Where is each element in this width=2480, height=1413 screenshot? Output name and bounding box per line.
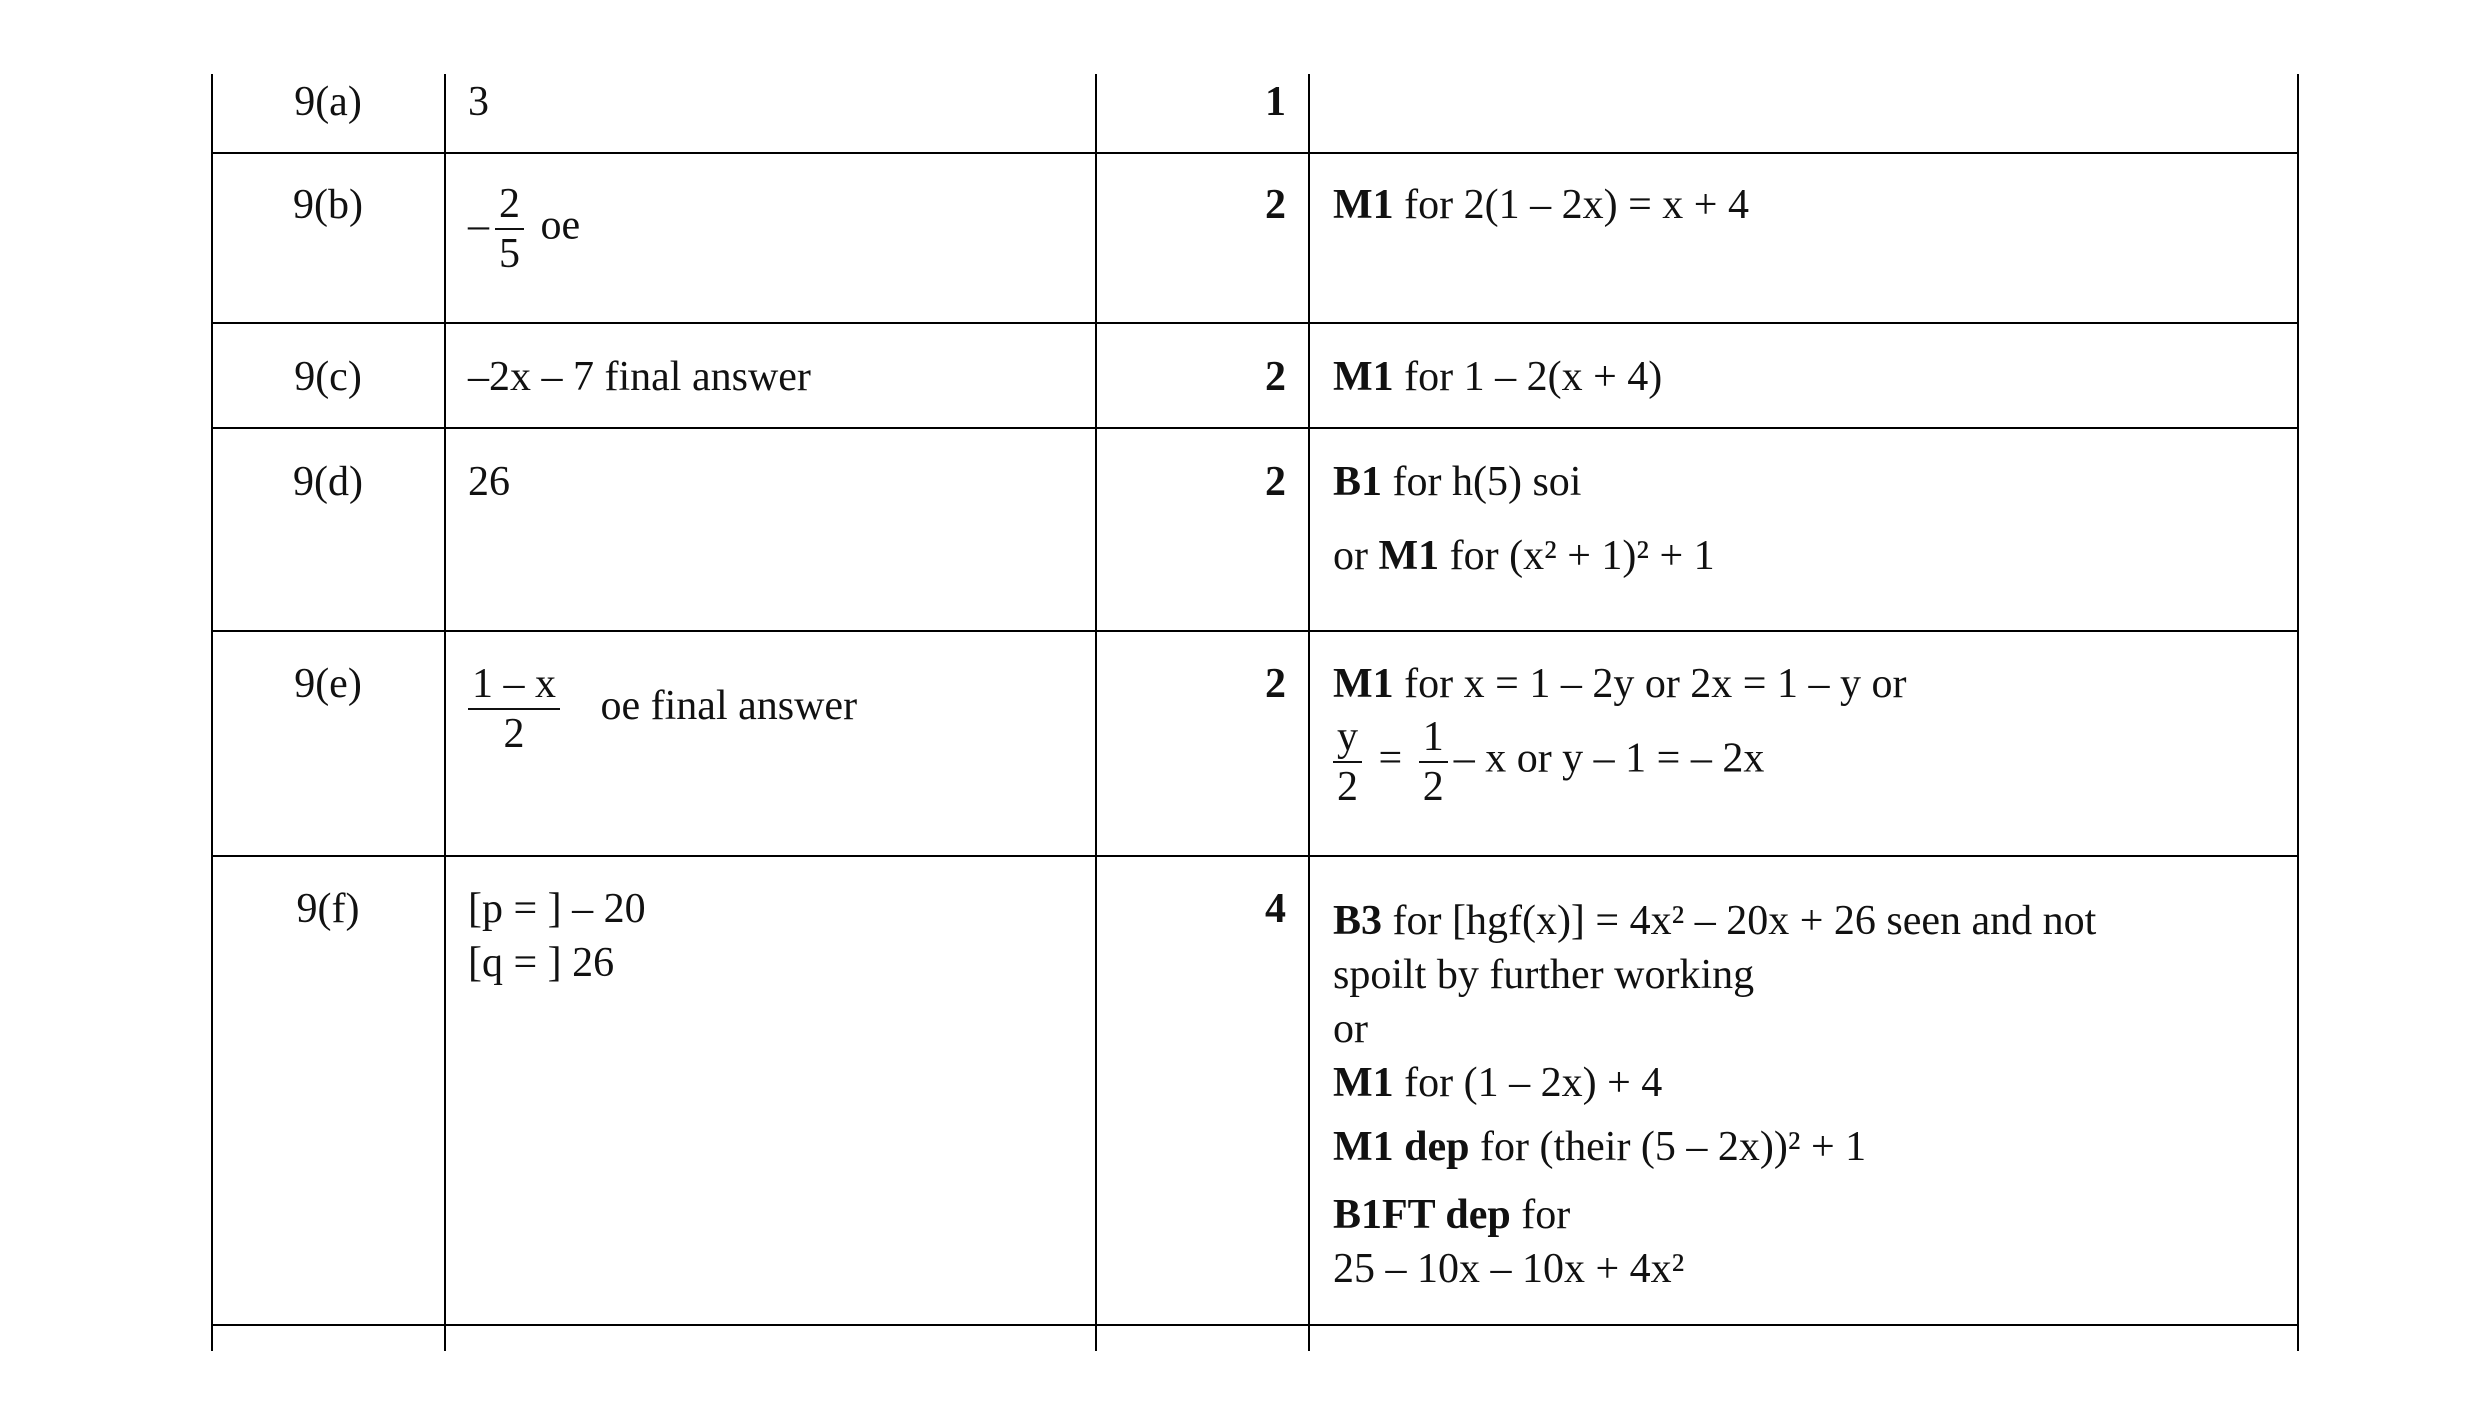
guidance-line	[1333, 1120, 2096, 1174]
guidance-fraction	[1419, 713, 1448, 811]
question-number: 9(d)	[293, 459, 363, 505]
guidance	[1333, 657, 1906, 811]
answer: –2x – 7 final answer	[468, 354, 811, 400]
guidance-text: or	[1333, 533, 1379, 579]
guidance-expression: (their (5 – 2x))² + 1	[1539, 1124, 1867, 1170]
fraction-numerator: y	[1333, 713, 1362, 763]
guidance-text: for [hgf(x)] = 4x² – 20x + 26 seen and not	[1382, 898, 2097, 944]
guidance-text: for	[1510, 1192, 1571, 1238]
column-divider-answer	[1095, 74, 1097, 1351]
guidance-line	[1333, 1188, 2096, 1242]
table-border-left	[211, 74, 213, 1351]
answer	[468, 660, 857, 758]
answer	[468, 180, 580, 278]
guidance-text: for 2(1 – 2x) = x + 4	[1393, 182, 1749, 228]
answer: 26	[468, 459, 510, 505]
guidance-fraction	[1333, 713, 1362, 811]
guidance-line	[1333, 657, 1906, 711]
answer: 3	[468, 79, 489, 125]
guidance-text: for	[1469, 1124, 1540, 1170]
answer-suffix: oe	[540, 202, 581, 249]
row-divider	[211, 427, 2299, 429]
guidance-text: for h(5) soi	[1382, 459, 1582, 505]
guidance	[1333, 894, 2096, 1296]
mark-code: M1	[1333, 354, 1394, 400]
guidance-text: for x = 1 – 2y or 2x = 1 – y or	[1393, 661, 1907, 707]
mark-code: B1FT dep	[1333, 1192, 1511, 1238]
guidance-line: spoilt by further working	[1333, 952, 1755, 998]
mark-code: M1	[1333, 182, 1394, 228]
answer-suffix: oe final answer	[600, 682, 858, 729]
guidance-line	[1333, 529, 1715, 583]
fraction-denominator: 2	[1422, 764, 1444, 810]
fraction-denominator: 5	[499, 231, 520, 277]
marks: 2	[1265, 354, 1286, 400]
guidance-line: 25 – 10x – 10x + 4x²	[1333, 1246, 1685, 1292]
answer-fraction	[468, 660, 560, 758]
fraction-denominator: 2	[1337, 764, 1358, 810]
question-number: 9(f)	[296, 886, 360, 932]
question-number: 9(c)	[294, 354, 362, 400]
mark-code: M1	[1378, 533, 1440, 579]
marks: 1	[1265, 79, 1286, 125]
answer-line: [p = ] – 20	[468, 886, 646, 932]
fraction-numerator: 1 – x	[468, 660, 560, 710]
marks: 2	[1265, 182, 1286, 228]
column-divider-question	[444, 74, 446, 1351]
row-divider	[211, 152, 2299, 154]
answer-fraction	[495, 180, 524, 278]
row-divider	[211, 855, 2299, 857]
guidance-line	[1333, 894, 2096, 948]
question-number: 9(e)	[294, 661, 362, 707]
guidance	[1333, 455, 1715, 583]
guidance-text: – x or y – 1 = – 2x	[1453, 735, 1765, 782]
guidance-line	[1333, 455, 1715, 509]
question-number: 9(b)	[293, 182, 363, 228]
guidance-text: for (1 – 2x) + 4	[1393, 1060, 1663, 1106]
row-divider	[211, 322, 2299, 324]
guidance-line: or	[1333, 1006, 1368, 1052]
fraction-numerator: 1	[1419, 713, 1448, 763]
guidance	[1333, 350, 1662, 404]
column-divider-marks	[1308, 74, 1310, 1351]
fraction-numerator: 2	[495, 180, 524, 230]
row-divider	[211, 630, 2299, 632]
mark-code: M1	[1333, 661, 1394, 707]
marks: 2	[1265, 459, 1286, 505]
mark-code: M1	[1333, 1060, 1394, 1106]
row-divider	[211, 1324, 2299, 1326]
answer	[468, 882, 646, 990]
guidance-line: $\frac{y}{2}$ = $\frac{1}{2}$ – x or y – 1 = – 2x	[1333, 713, 1906, 811]
guidance	[1333, 178, 1749, 232]
guidance-expression: (x² + 1)² + 1	[1509, 533, 1715, 579]
marks: 2	[1265, 661, 1286, 707]
fraction-denominator: 2	[503, 711, 525, 757]
question-number: 9(a)	[294, 79, 362, 125]
mark-code: M1 dep	[1333, 1124, 1470, 1170]
guidance-text: for 1 – 2(x + 4)	[1393, 354, 1663, 400]
marks: 4	[1265, 886, 1286, 932]
table-border-right	[2297, 74, 2299, 1351]
answer-line: [q = ] 26	[468, 940, 615, 986]
mark-code: B1	[1333, 459, 1383, 505]
guidance-text: for	[1439, 533, 1510, 579]
guidance-line	[1333, 1056, 2096, 1110]
mark-code: B3	[1333, 898, 1383, 944]
answer-sign: –	[468, 202, 489, 249]
